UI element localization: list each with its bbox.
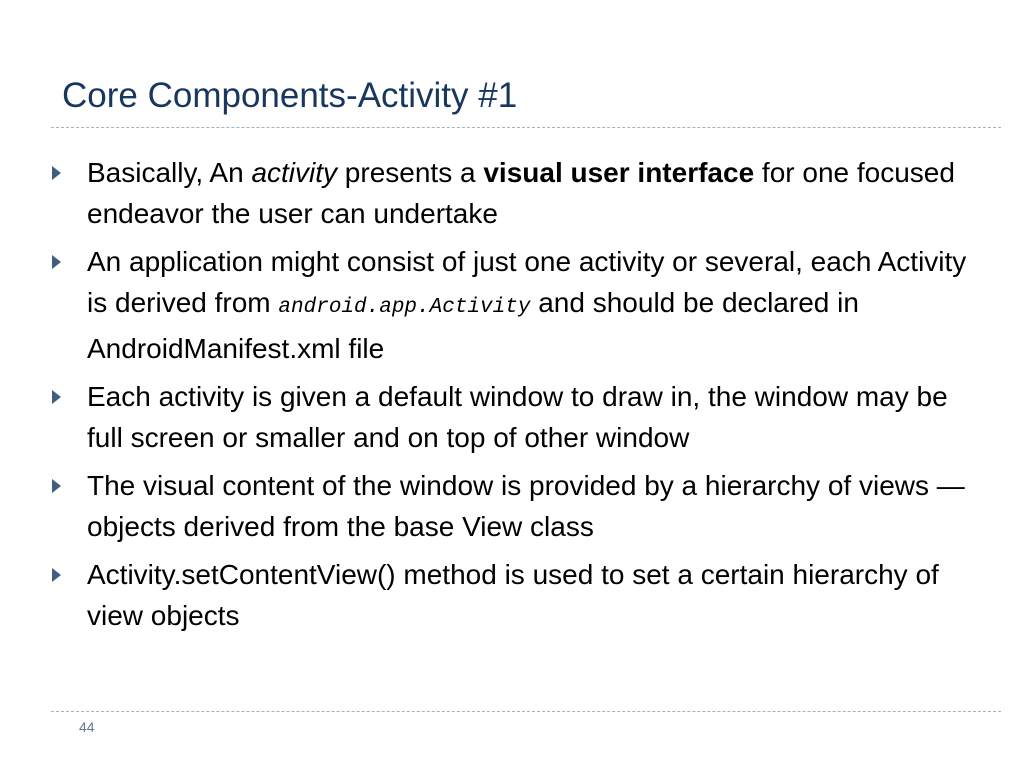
footer-divider (51, 711, 1001, 712)
bullet-arrow-icon (52, 166, 61, 180)
bullet-text: presents a (337, 157, 484, 188)
bullet-text: for one focused endeavor the user can undertake (87, 157, 955, 229)
bullet-item (52, 554, 972, 636)
bullet-item (52, 241, 972, 369)
bullet-item (52, 376, 972, 458)
bullet-text: Basically, An (87, 157, 252, 188)
bullet-text: An application might consist of just one activity or several, each Activity is derived from (87, 246, 967, 318)
bullet-text: The visual content of the window is provided by a hierarchy of views — objects derived from the base View class (87, 470, 965, 542)
slide-title: Core Components-Activity #1 (62, 76, 518, 115)
bullet-arrow-icon (52, 479, 61, 493)
bullet-text: Each activity is given a default window to draw in, the window may be full screen or smaller and on top of other window (87, 381, 948, 453)
bullet-arrow-icon (52, 255, 61, 269)
title-divider (51, 127, 1001, 128)
bullet-code-term: android.app.Activity (278, 296, 531, 319)
bullet-bold-term: visual user interface (483, 157, 755, 188)
page-number: 44 (79, 719, 95, 735)
bullet-text: and should be declared in AndroidManifest.xml file (87, 287, 859, 364)
bullet-italic-term: activity (251, 157, 338, 188)
bullet-text: Activity.setContentView() method is used to set a certain hierarchy of view objects (87, 559, 939, 631)
bullet-list (52, 152, 972, 643)
bullet-arrow-icon (52, 390, 61, 404)
bullet-item (52, 465, 972, 547)
bullet-item (52, 152, 972, 234)
bullet-arrow-icon (52, 568, 61, 582)
